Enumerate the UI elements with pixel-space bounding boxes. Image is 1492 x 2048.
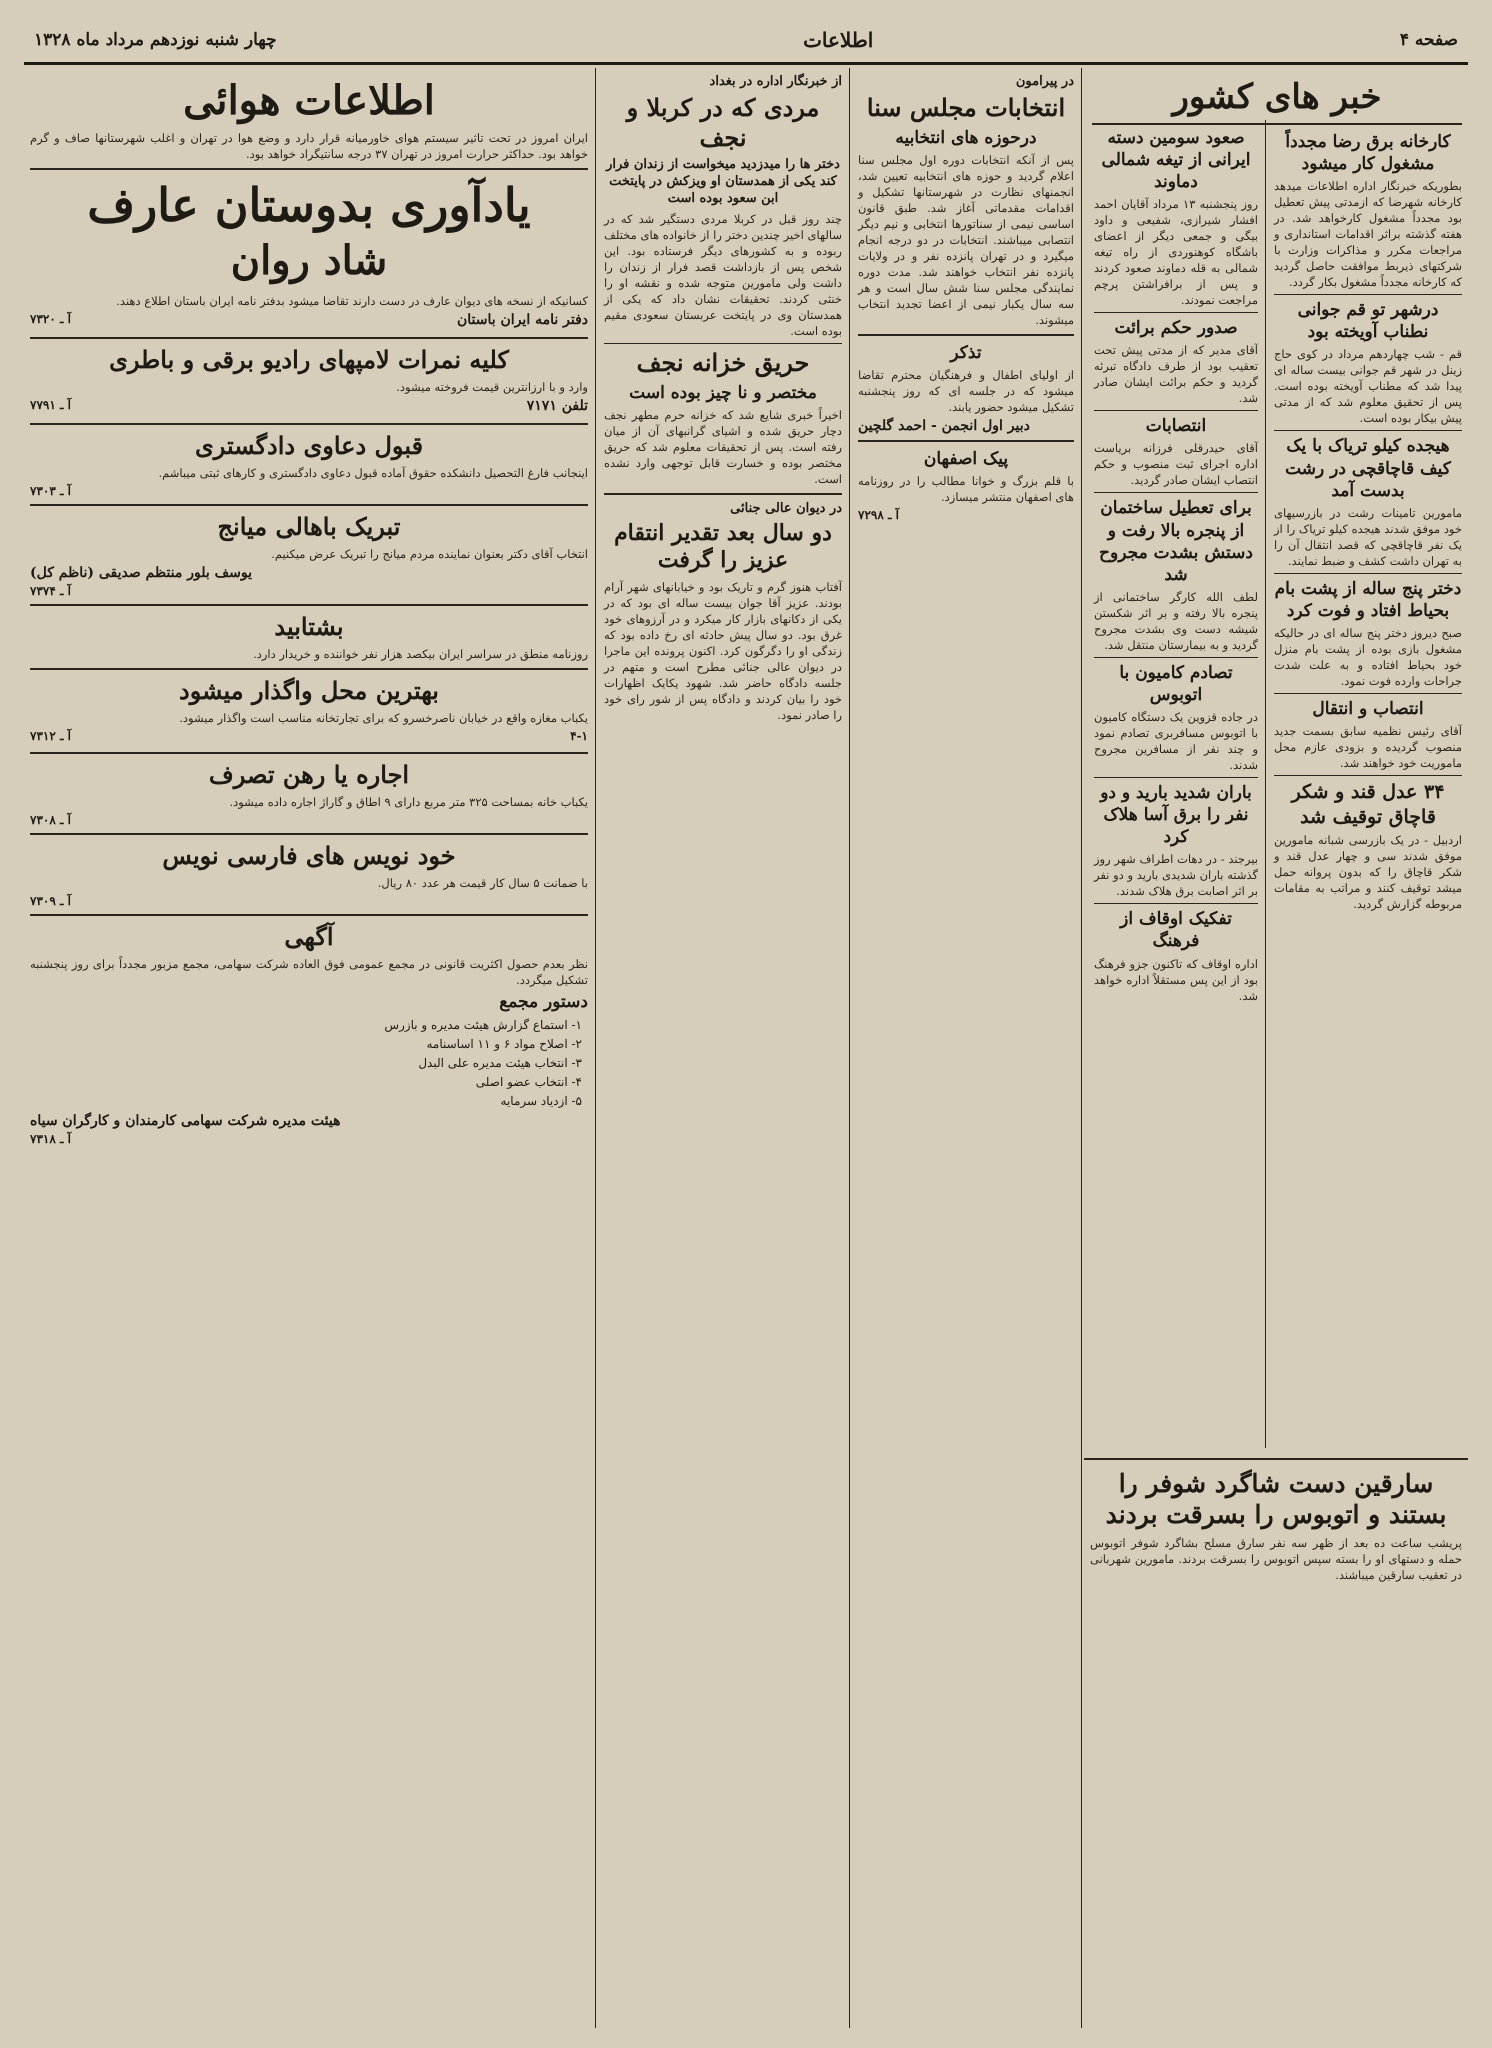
agenda-item: ۲- اصلاح مواد ۶ و ۱۱ اساسنامه xyxy=(426,1037,582,1052)
agenda-list xyxy=(30,1016,588,1110)
memorial-org: دفتر نامه ایران باستان xyxy=(456,312,588,329)
kicker: در دیوان عالی جنائی xyxy=(730,500,842,516)
news-item xyxy=(1274,578,1462,689)
kicker: در پیرامون xyxy=(1015,74,1074,89)
ad-signature: هیئت مدیره شرکت سهامی کارمندان و کارگران سیاه xyxy=(30,1113,341,1130)
ad-code: آ ـ ۷۳۱۸ xyxy=(30,1132,71,1147)
ad-title: پیک اصفهان xyxy=(923,449,1009,470)
ad-code: آ ـ ۷۳۰۹ xyxy=(30,894,71,909)
news-item xyxy=(1094,497,1258,652)
ad-title: آگهی xyxy=(284,922,334,952)
headline: درشهر تو قم جوانی نطناب آویخته بود xyxy=(1297,300,1439,343)
headline: مردی که در کربلا و نجف xyxy=(626,93,820,152)
column-baghdad xyxy=(598,68,848,2028)
news-item xyxy=(1094,662,1258,773)
headline: صدور حکم برائت xyxy=(1114,318,1238,339)
ad-body: با ضمانت ۵ سال کار قیمت هر عدد ۸۰ ریال. xyxy=(377,876,588,891)
news-item xyxy=(1274,435,1462,568)
newspaper-page xyxy=(24,18,1468,2028)
ad-code: آ ـ ۷۳۰۳ xyxy=(30,484,71,499)
notice-signature: دبیر اول انجمن - احمد گلچین xyxy=(858,418,1030,435)
article-body: اخیراً خبری شایع شد که خزانه حرم مطهر نجف دچار حریق شده و اشیای گرانبهای آن از میان رفته است. پس از تحقیقات معلوم شد که حریق مختصر بوده و خسارت قابل توجهی وارد نشده است. xyxy=(604,407,842,486)
article-body: اردبیل - در یک بازرسی شبانه مامورین موفق شدند سی و چهار عدل قند و شکر قاچاق را که بدون پروانه حمل میشد توقیف کنند و مراتب به مقامات مربوطه گزارش گردید. xyxy=(1274,833,1462,912)
headline: صعود سومین دسته ایرانی از تیغه شمالی دماوند xyxy=(1101,128,1251,193)
headline: دختر پنج ساله از پشت بام بحیاط افتاد و فوت کرد xyxy=(1274,578,1462,621)
article-body: قم - شب چهاردهم مرداد در کوی حاج زینل در شهر قم جوانی بیست ساله ای پیدا شد که مطناب آویخته بوده است. پس از تحقیق معلوم شد که از مدتی پیش بیکار بوده است. xyxy=(1274,347,1462,426)
column-ads xyxy=(24,68,594,2028)
ad-body: وارد و با ارزانترین قیمت فروخته میشود. xyxy=(396,380,588,395)
article-bus-theft xyxy=(1084,1458,1468,2028)
ad-title: قبول دعاوی دادگستری xyxy=(194,431,424,461)
news-item xyxy=(1094,415,1258,488)
news-item xyxy=(1094,127,1258,308)
notice-body: از اولیای اطفال و فرهنگیان محترم تقاضا میشود که در جلسه ای که روز پنجشنبه تشکیل میشود حضور یابند. xyxy=(858,368,1074,415)
ad-title: بهترین محل واگذار میشود xyxy=(179,676,439,706)
news-item xyxy=(1094,782,1258,899)
headline: سارقین دست شاگرد شوفر را بستند و اتوبوس را بسرقت بردند xyxy=(1105,1469,1447,1530)
ad-title: اجاره یا رهن تصرف xyxy=(208,760,410,790)
subhead: درحوزه های انتخابیه xyxy=(895,128,1037,148)
headline: ۳۴ عدل قند و شکر قاچاق توقیف شد xyxy=(1291,781,1445,828)
memorial-code: آ ـ ۷۳۲۰ xyxy=(30,312,71,327)
ad-title: کلیه نمرات لامپهای رادیو برقی و باطری xyxy=(109,345,509,375)
article-body: آقای مدیر که از مدتی پیش تحت تعقیب بود از طرف دادگاه تبرئه گردید و حکم برائت ایشان صادر شد. xyxy=(1094,343,1258,406)
kicker: از خبرنگار اداره در بغداد xyxy=(709,74,842,89)
column-senate xyxy=(852,68,1080,2028)
memorial-body: کسانیکه از نسخه های دیوان عارف در دست دارند تقاضا میشود بدفتر نامه ایران باستان اطلاع دهند. xyxy=(116,294,588,309)
page-number: صفحه ۴ xyxy=(1399,30,1458,50)
news-item xyxy=(1274,780,1462,912)
memorial-subtitle: شاد روان xyxy=(230,237,388,285)
article-body: پس از آنکه انتخابات دوره اول مجلس سنا اعلام گردید و حوزه های انتخابیه تعیین شد، انجمنهای نظارت در شهرستانها تشکیل و اقدامات مقدماتی آغاز شد. طبق قانون اساسی نیمی از سناتورها انتخابی و نیم دیگر انتصابی میباشند. انتخابات در دو درجه انجام میگیرد و در تهران پانزده نفر و در ولایات پانزده نفر انتخاب خواهند شد. مدت دوره نمایندگی مجلس سنا شش سال است و هر سه سال یکبار نیمی از اعضا تجدید انتخاب میشوند. xyxy=(858,153,1074,328)
agenda-item: ۴- انتخاب عضو اصلی xyxy=(475,1075,582,1090)
news-item xyxy=(1094,908,1258,1003)
masthead xyxy=(24,18,1468,65)
headline: تصادم کامیون با اتوبوس xyxy=(1119,662,1233,705)
headline: هیجده کیلو تریاک با یک کیف قاچاقچی در رشت بدست آمد xyxy=(1285,436,1451,501)
agenda-title: دستور مجمع xyxy=(499,992,588,1013)
ad-title: اطلاعات هوائی xyxy=(183,77,435,124)
news-item xyxy=(1274,698,1462,771)
ad-body: یکباب خانه بمساحت ۳۲۵ متر مربع دارای ۹ اطاق و گاراژ اجاره داده میشود. xyxy=(229,795,588,810)
issue-date: چهار شنبه نوزدهم مرداد ماه ۱۳۲۸ xyxy=(34,30,277,50)
headline: تفکیک اوقاف از فرهنگ xyxy=(1120,909,1232,952)
news-item xyxy=(1274,299,1462,426)
news-item xyxy=(1274,131,1462,290)
article-body: آقای حیدرقلی فرزانه بریاست اداره اجرای ثبت منصوب و حکم انتصاب ایشان صادر گردید. xyxy=(1094,441,1258,488)
subhead: مختصر و نا چیز بوده است xyxy=(629,382,817,403)
subhead: دختر ها را میدزدید میخواست از زندان فرار کند یکی از همدستان او ویزکش در پایتخت ابن سعود بوده است xyxy=(606,157,840,206)
ad-body: اینجانب فارغ التحصیل دانشکده حقوق آماده قبول دعاوی دادگستری و کارهای ثبتی میباشم. xyxy=(158,466,588,481)
ad-body: یکباب مغازه واقع در خیابان ناصرخسرو که برای تجارتخانه مناسب است واگذار میشود. xyxy=(179,711,588,726)
headline: انتخابات مجلس سنا xyxy=(866,93,1066,122)
article-body: بیرجند - در دهات اطراف شهر روز گذشته باران شدیدی بارید و دو نفر بر اثر اصابت برق هلاک شدند. xyxy=(1094,852,1258,899)
ad-signature: یوسف بلور منتظم صدیقی (ناظم کل) xyxy=(30,565,253,582)
headline: حریق خزانه نجف xyxy=(636,347,810,377)
news-item xyxy=(1094,317,1258,406)
section-title-kishvar: خبر های کشور xyxy=(1172,77,1382,117)
ad-code: آ ـ ۷۳۱۲ xyxy=(30,729,71,744)
ad-code: آ ـ ۷۳۰۸ xyxy=(30,813,71,828)
ad-code: آ ـ ۷۲۹۸ xyxy=(858,508,899,523)
headline: کارخانه برق رضا مجدداً مشغول کار میشود xyxy=(1285,132,1451,175)
article-body: آقای رئیس نظمیه سابق بسمت جدید منصوب گردیده و بزودی عازم محل ماموریت خود خواهند شد. xyxy=(1274,724,1462,771)
article-body: در جاده قزوین یک دستگاه کامیون با اتوبوس مسافربری تصادم نمود و چند نفر از مسافرین مجروح شدند. xyxy=(1094,710,1258,773)
headline: باران شدید بارید و دو نفر را برق آسا هلاک کرد xyxy=(1100,783,1252,848)
article-body: بطوریکه خبرنگار اداره اطلاعات میدهد کارخانه شهرضا که ازمدتی پیش تعطیل بود مجدداً مشغول کارخواهد شد. در هفته گذشته براثر اقدامات استانداری و مراجعات مکرر و مذاکرات وزارت با شرکتهای ذیربط موافقت حاصل گردید که کارخانه مجدداً مشغول بکار گردد. xyxy=(1274,179,1462,290)
memorial-title: یادآوری بدوستان عارف xyxy=(87,178,531,232)
article-body: روز پنجشنبه ۱۳ مرداد آقایان احمد افشار شیرازی، شفیعی و داود بیگی و جمعی دیگر از اعضای باشگاه کوهنوردی از راه تیغه شمالی به قله دماوند صعود کردند و پس از برافراشتن پرچم مراجعت نمودند. xyxy=(1094,197,1259,308)
headline: انتصابات xyxy=(1145,416,1207,437)
agenda-item: ۵- ازدیاد سرمایه xyxy=(500,1094,582,1109)
ad-code: آ ـ ۷۳۷۴ xyxy=(30,584,71,599)
article-body: اداره اوقاف که تاکنون جزو فرهنگ بود از این پس مستقلاً اداره خواهد شد. xyxy=(1094,956,1258,1003)
agenda-item: ۳- انتخاب هیئت مدیره علی البدل xyxy=(418,1056,582,1071)
ad-code: آ ـ ۷۷۹۱ xyxy=(30,398,71,413)
column-kishvar-2 xyxy=(1088,120,1264,1448)
ad-body: انتخاب آقای دکتر بعنوان نماینده مردم میانج را تبریک عرض میکنیم. xyxy=(271,547,588,562)
ad-code: ۴-۱ xyxy=(570,729,588,744)
headline: دو سال بعد تقدیر انتقام عزیز را گرفت xyxy=(614,519,832,574)
notice-title: تذکر xyxy=(950,343,982,364)
article-body: لطف الله کارگر ساختمانی از پنجره بالا رفته و بر اثر شکستن شیشه دست وی بشدت مجروح گردید و به بیمارستان منتقل شد. xyxy=(1094,589,1258,652)
article-body: مامورین تامینات رشت در بازرسیهای خود موفق شدند هیجده کیلو تریاک را از یک نفر قاچاقچی که قصد انتقال آن را به تهران داشت کشف و ضبط نمایند. xyxy=(1274,505,1462,568)
headline: برای تعطیل ساختمان از پنجره بالا رفت و دستش بشدت مجروح شد xyxy=(1099,498,1253,585)
newspaper-name: اطلاعات xyxy=(803,28,874,52)
article-body: پریشب ساعت ده بعد از ظهر سه نفر سارق مسلح بشاگرد شوفر اتوبوس حمله و دستهای او را بسته سپس اتوبوس را بسرقت بردند. مامورین شهربانی در تعقیب سارقین میباشند. xyxy=(1090,1535,1462,1582)
ad-title: خود نویس های فارسی نویس xyxy=(162,841,456,871)
article-body: چند روز قبل در کربلا مردی دستگیر شد که در سالهای اخیر چندین دختر را از خانواده های مختلف ربوده و به کشورهای دیگر فرستاده بود. این شخص پس از بازداشت قصد فرار از زندان را داشت ولی مامورین متوجه شده و نقشه او را خنثی کردند. تحقیقات نشان داد که یکی از همدستان وی در پایتخت عربستان سعودی مقیم بوده است. xyxy=(604,211,842,338)
headline: انتصاب و انتقال xyxy=(1312,698,1424,719)
ad-body: با قلم بزرگ و خوانا مطالب را در روزنامه های اصفهان منتشر میسازد. xyxy=(858,474,1074,505)
article-body: آفتاب هنوز گرم و تاریک بود و خیابانهای شهر آرام بودند. عزیز آقا جوان بیست ساله ای بود که در یکی از دکانهای بازار کار میکرد و در آرزوهای خود غرق بود. دو سال پیش حادثه ای رخ داده بود که زندگی او را دگرگون کرد. اکنون پرونده این ماجرا در دیوان عالی جنائی مطرح است و متهم در جلسه دادگاه حاضر شد. شهود یکایک اظهارات خود را بیان کردند و دادگاه پس از شور رای خود را صادر نمود. xyxy=(604,579,842,722)
ad-phone: تلفن ۷۱۷۱ xyxy=(526,398,588,415)
ad-body: روزنامه منطق در سراسر ایران بیکصد هزار نفر خواننده و خریدار دارد. xyxy=(253,647,588,662)
article-body: صبح دیروز دختر پنج ساله ای در حالیکه مشغول بازی بوده از پشت بام منزل خود بحیاط افتاده و به علت شدت جراحات وارده فوت نمود. xyxy=(1274,625,1462,688)
agenda-item: ۱- استماع گزارش هیئت مدیره و بازرس xyxy=(384,1018,582,1033)
ad-body: نظر بعدم حصول اکثریت قانونی در مجمع عمومی فوق العاده شرکت سهامی، مجمع مزبور مجدداً برای روز پنجشنبه تشکیل میگردد. xyxy=(30,957,588,988)
ad-body: ایران امروز در تحت تاثیر سیستم هوای خاورمیانه قرار دارد و وضع هوا در تهران و اغلب شهرستانها صاف و گرم خواهد بود. حداکثر حرارت امروز در تهران ۳۷ درجه سانتیگراد خواهد بود. xyxy=(30,131,588,161)
ad-title: بشتابید xyxy=(274,612,344,642)
ad-title: تبریک باهالی میانج xyxy=(217,512,401,542)
